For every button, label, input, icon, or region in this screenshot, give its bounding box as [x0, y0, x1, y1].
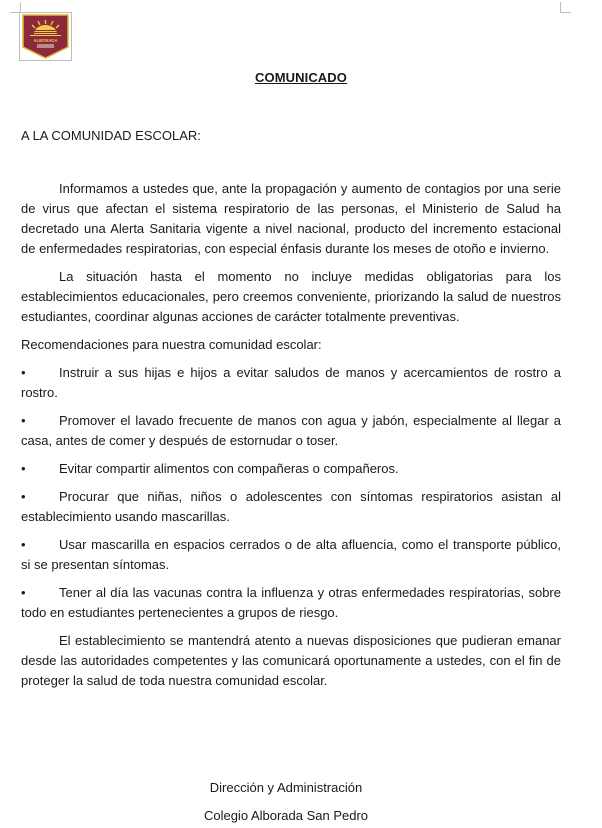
recommendations-heading: Recomendaciones para nuestra comunidad escolar:	[21, 337, 322, 352]
school-crest-icon	[20, 13, 71, 60]
recommendation-text: Evitar compartir alimentos con compañeras o compañeros.	[59, 461, 399, 476]
recommendation-item	[21, 459, 561, 479]
recommendation-item	[21, 363, 561, 403]
paragraph-intro: Informamos a ustedes que, ante la propagación y aumento de contagios por una serie de virus que afectan el sistema respiratorio de las personas, el Ministerio de Salud ha decretado una Alerta Sanitaria vigente a nivel nacional, producto del incremento estacional de enfermedades respiratorias, con especial énfasis durante los meses de otoño e invierno.	[21, 181, 561, 256]
signature-school: Colegio Alborada San Pedro	[203, 808, 369, 823]
school-logo	[19, 12, 72, 61]
margin-corner-mark-right	[560, 2, 571, 13]
paragraph-situation: La situación hasta el momento no incluye medidas obligatorias para los establecimientos educacionales, pero creemos conveniente, priorizando la salud de nuestros estudiantes, coordinar algunas acciones de carácter totalmente preventivas.	[21, 269, 561, 324]
recommendation-text: Usar mascarilla en espacios cerrados o de alta afluencia, como el transporte público, si se presentan síntomas.	[21, 537, 561, 572]
bullet-icon: •	[21, 461, 26, 476]
signature-department: Dirección y Administración	[209, 780, 363, 795]
salutation: A LA COMUNIDAD ESCOLAR:	[21, 128, 201, 143]
bullet-icon: •	[21, 413, 26, 428]
recommendation-text: Tener al día las vacunas contra la influenza y otras enfermedades respiratorias, sobre todo en estudiantes pertenecientes a grupos de riesgo.	[21, 585, 561, 620]
recommendation-item	[21, 535, 561, 575]
bullet-icon: •	[21, 365, 26, 380]
document-title: COMUNICADO	[255, 70, 347, 85]
recommendation-item	[21, 411, 561, 451]
recommendation-item	[21, 583, 561, 623]
paragraph-closing: El establecimiento se mantendrá atento a nuevas disposiciones que pudieran emanar desde las autoridades competentes y las comunicará oportunamente a ustedes, con el fin de proteger la salud de toda nuestra comunidad escolar.	[21, 633, 561, 688]
document-body	[21, 179, 561, 699]
logo-text: ALBORADA	[33, 38, 58, 43]
bullet-icon: •	[21, 585, 26, 600]
bullet-icon: •	[21, 537, 26, 552]
recommendation-text: Promover el lavado frecuente de manos con agua y jabón, especialmente al llegar a casa, antes de comer y después de estornudar o toser.	[21, 413, 561, 448]
recommendation-item	[21, 487, 561, 527]
recommendation-text: Instruir a sus hijas e hijos a evitar saludos de manos y acercamientos de rostro a rostro.	[21, 365, 561, 400]
recommendation-text: Procurar que niñas, niños o adolescentes con síntomas respiratorios asistan al establecimiento usando mascarillas.	[21, 489, 561, 524]
bullet-icon: •	[21, 489, 26, 504]
